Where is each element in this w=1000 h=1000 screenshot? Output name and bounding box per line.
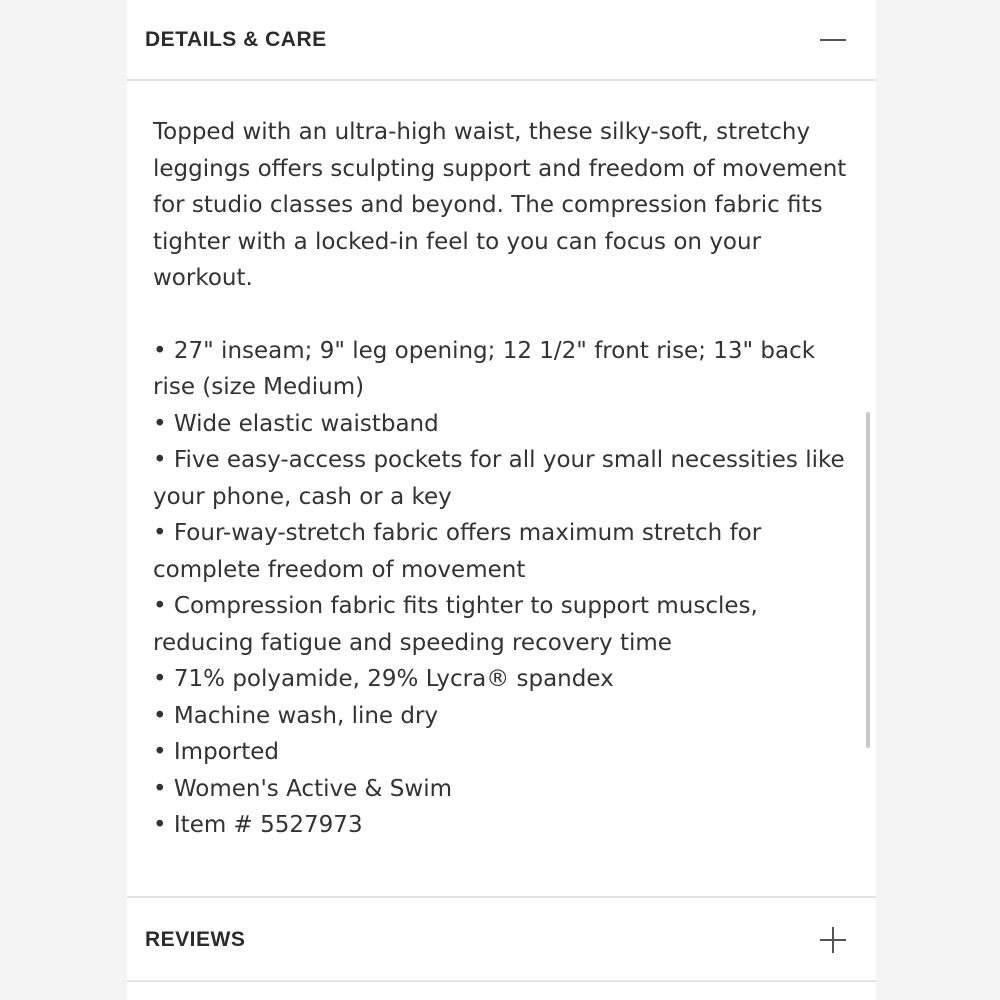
list-item: • Five easy-access pockets for all your small necessities like your phone, cash or a key xyxy=(153,442,863,515)
product-description: Topped with an ultra-high waist, these silky-soft, stretchy leggings offers sculpting support and freedom of movement for studio classes and beyond. The compression fabric fits tighter with a locked-in feel to you can focus on your workout. xyxy=(153,119,847,291)
details-care-title: DETAILS & CARE xyxy=(145,28,327,51)
reviews-header[interactable] xyxy=(127,898,876,981)
reviews-title: REVIEWS xyxy=(145,927,246,951)
list-item: • 71% polyamide, 29% Lycra® spandex xyxy=(153,661,863,698)
list-item: • Compression fabric fits tighter to support muscles, reducing fatigue and speeding recovery time xyxy=(153,588,863,661)
list-item: • 27" inseam; 9" leg opening; 12 1/2" front rise; 13" back rise (size Medium) xyxy=(153,333,863,406)
product-details-panel xyxy=(127,0,876,1000)
list-item: • Wide elastic waistband xyxy=(153,406,863,443)
reviews-bottom-divider xyxy=(127,980,876,982)
details-bullet-list xyxy=(153,333,863,844)
list-item: • Women's Active & Swim xyxy=(153,771,863,808)
details-care-content xyxy=(153,114,863,844)
list-item: • Four-way-stretch fabric offers maximum stretch for complete freedom of movement xyxy=(153,515,863,588)
scrollbar-thumb[interactable] xyxy=(866,412,870,748)
list-item: • Item # 5527973 xyxy=(153,807,863,844)
details-care-header[interactable] xyxy=(127,0,876,80)
minus-icon[interactable] xyxy=(820,39,846,41)
plus-icon[interactable] xyxy=(820,927,846,953)
list-item: • Machine wash, line dry xyxy=(153,698,863,735)
details-header-divider xyxy=(127,79,876,81)
list-item: • Imported xyxy=(153,734,863,771)
